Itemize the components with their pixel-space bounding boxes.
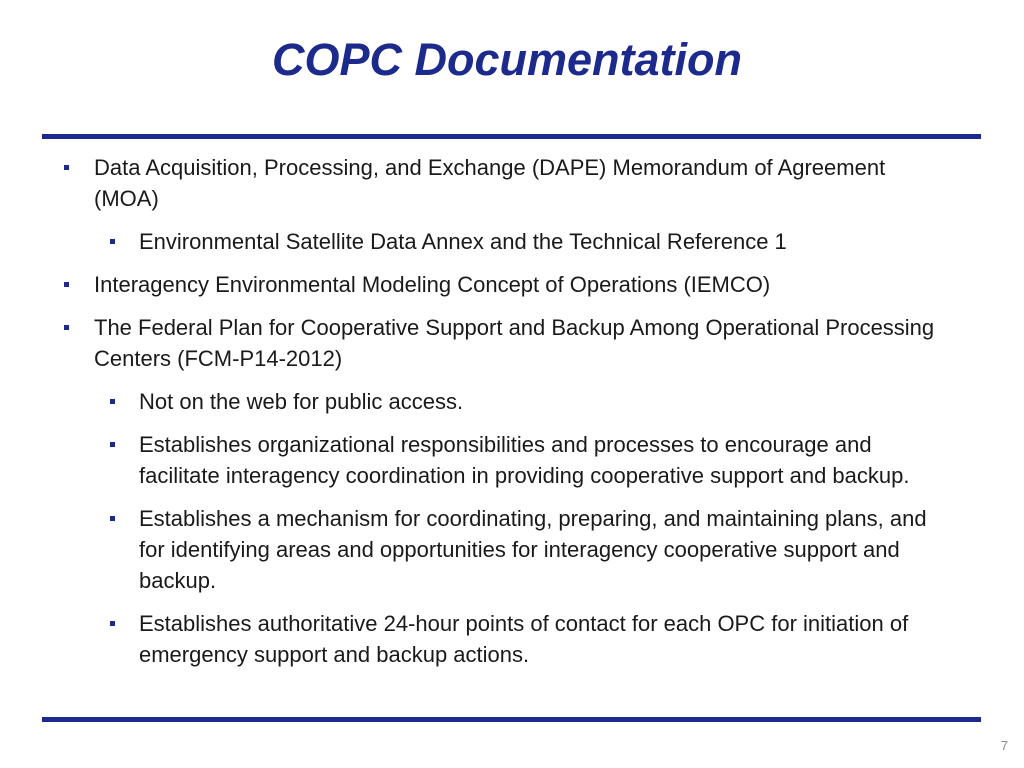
bullet-text: Establishes a mechanism for coordinating, preparing, and maintaining plans, and for identifying areas and opportunities for interagency cooperative support and backup. xyxy=(139,506,927,593)
sub-bullet-points-of-contact xyxy=(0,608,949,670)
bullet-text: Establishes organizational responsibilities and processes to encourage and facilitate interagency coordination in providing cooperative support and backup. xyxy=(139,432,910,488)
sub-bullet-mechanism xyxy=(0,503,949,596)
square-bullet-icon xyxy=(110,399,115,404)
bullet-text: Not on the web for public access. xyxy=(139,389,464,414)
square-bullet-icon xyxy=(110,239,115,244)
bullet-list xyxy=(0,152,1024,682)
square-bullet-icon xyxy=(64,165,69,170)
sub-bullet-public-access xyxy=(0,386,949,417)
square-bullet-icon xyxy=(110,442,115,447)
title-divider xyxy=(42,134,981,139)
sub-bullet-responsibilities xyxy=(0,429,949,491)
bullet-item-dape xyxy=(0,152,954,214)
footer-divider xyxy=(42,717,981,722)
bullet-item-federal-plan xyxy=(0,312,954,374)
bullet-text: Establishes authoritative 24-hour points of contact for each OPC for initiation of emergency support and backup actions. xyxy=(139,611,909,667)
square-bullet-icon xyxy=(64,325,69,330)
bullet-text: The Federal Plan for Cooperative Support and Backup Among Operational Processing Centers (FCM-P14-2012) xyxy=(94,315,935,371)
bullet-item-iemco xyxy=(0,269,954,300)
square-bullet-icon xyxy=(110,516,115,521)
sub-bullet-satellite-annex xyxy=(0,226,949,257)
square-bullet-icon xyxy=(64,282,69,287)
bullet-text: Environmental Satellite Data Annex and the Technical Reference 1 xyxy=(139,229,787,254)
square-bullet-icon xyxy=(110,621,115,626)
bullet-text: Data Acquisition, Processing, and Exchange (DAPE) Memorandum of Agreement (MOA) xyxy=(94,155,886,211)
slide-title: COPC Documentation xyxy=(271,34,743,85)
bullet-text: Interagency Environmental Modeling Concept of Operations (IEMCO) xyxy=(94,272,771,297)
page-number: 7 xyxy=(1000,738,1008,753)
